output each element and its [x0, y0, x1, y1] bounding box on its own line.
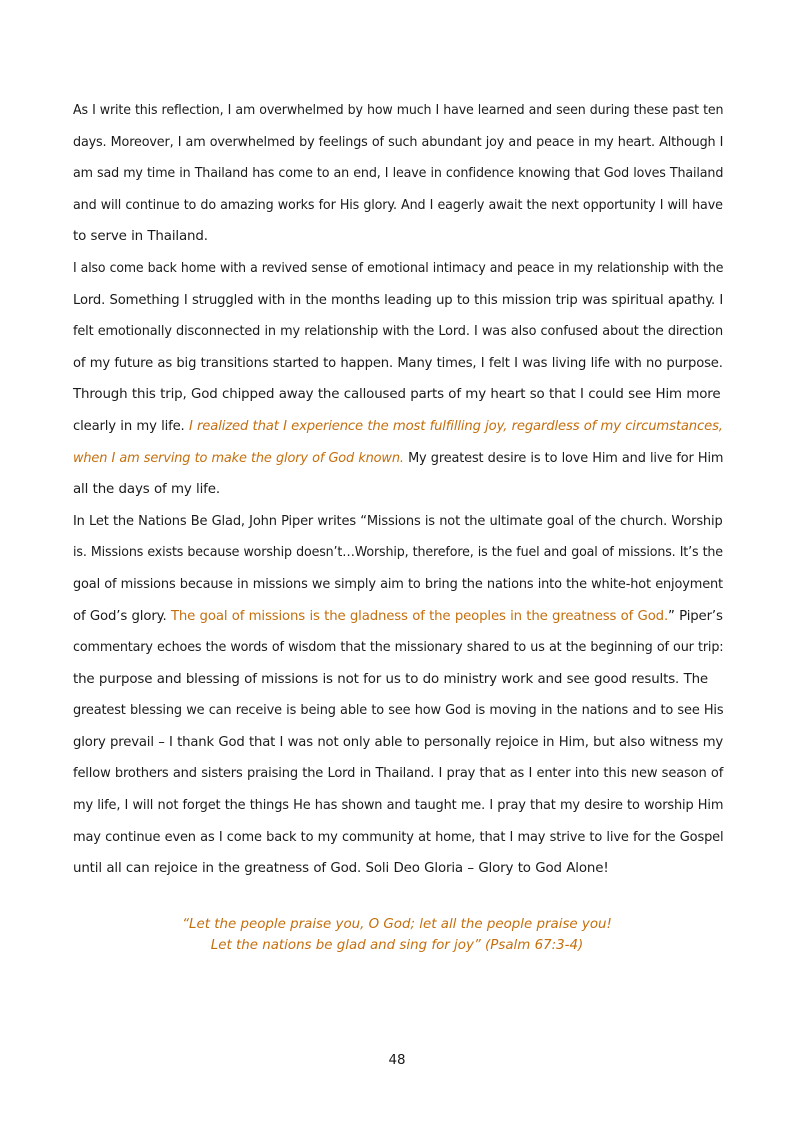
body-text-span: ” Piper’s — [668, 608, 723, 624]
body-text — [73, 95, 723, 885]
body-text-span: of God’s glory. — [73, 608, 171, 624]
body-line: is. Missions exists because worship doesn’t…Worship, therefore, is the fuel and goal of missions. It’s the — [73, 545, 723, 561]
body-line: Lord. Something I struggled with in the months leading up to this mission trip was spiritual apathy. I — [73, 292, 724, 308]
body-text-span: My greatest desire is to love Him and live for Him — [403, 450, 724, 466]
body-line: my life, I will not forget the things He has shown and taught me. I pray that my desire to worship Him — [73, 798, 724, 814]
quote-line: “Let the people praise you, O God; let all the people praise you! — [182, 917, 612, 932]
body-line: and will continue to do amazing works for His glory. And I eagerly await the next opportunity I will have — [73, 197, 723, 213]
body-line: goal of missions because in missions we simply aim to bring the nations into the white-hot enjoyment — [73, 576, 723, 592]
quote-line: Let the nations be glad and sing for joy” (Psalm 67:3-4) — [210, 938, 584, 953]
body-line: felt emotionally disconnected in my relationship with the Lord. I was also confused about the direction — [73, 324, 723, 340]
body-line-mixed — [73, 411, 723, 443]
body-line: until all can rejoice in the greatness of God. Soli Deo Gloria – Glory to God Alone! — [73, 861, 609, 877]
body-line-mixed — [73, 443, 724, 475]
body-line: may continue even as I come back to my community at home, that I may strive to live for the Gospel — [73, 829, 724, 845]
body-line: of my future as big transitions started to happen. Many times, I felt I was living life with no purpose. — [73, 355, 723, 371]
body-line: In Let the Nations Be Glad, John Piper writes “Missions is not the ultimate goal of the church. Worship — [73, 513, 723, 529]
body-line: glory prevail – I thank God that I was not only able to personally rejoice in Him, but also witness my — [73, 734, 724, 750]
body-text-span: clearly in my life. — [73, 418, 189, 434]
body-line: I also come back home with a revived sense of emotional intimacy and peace in my relationship with the — [73, 260, 724, 276]
body-line: to serve in Thailand. — [73, 229, 208, 245]
page-number: 48 — [388, 1053, 406, 1068]
body-line: fellow brothers and sisters praising the Lord in Thailand. I pray that as I enter into this new season of — [73, 766, 724, 782]
highlighted-italic-text: I realized that I experience the most fulfilling joy, regardless of my circumstances, — [188, 418, 723, 434]
body-line-mixed — [73, 601, 723, 633]
body-line: As I write this reflection, I am overwhelmed by how much I have learned and seen during these past ten — [73, 103, 724, 118]
body-line: commentary echoes the words of wisdom that the missionary shared to us at the beginning of our trip: — [73, 640, 724, 656]
body-line: Through this trip, God chipped away the calloused parts of my heart so that I could see Him more — [73, 387, 721, 403]
body-line: the purpose and blessing of missions is not for us to do ministry work and see good results. The — [73, 671, 709, 687]
highlighted-quote-text: The goal of missions is the gladness of the peoples in the greatness of God. — [170, 608, 669, 624]
body-line: am sad my time in Thailand has come to an end, I leave in confidence knowing that God loves Thailand — [73, 166, 724, 182]
body-line: days. Moreover, I am overwhelmed by feelings of such abundant joy and peace in my heart. Although I — [73, 134, 724, 150]
body-line: all the days of my life. — [73, 482, 220, 498]
highlighted-italic-text: when I am serving to make the glory of God known. — [73, 450, 404, 466]
scripture-quote — [0, 914, 794, 956]
body-line: greatest blessing we can receive is being able to see how God is moving in the nations and to see His — [73, 703, 724, 719]
